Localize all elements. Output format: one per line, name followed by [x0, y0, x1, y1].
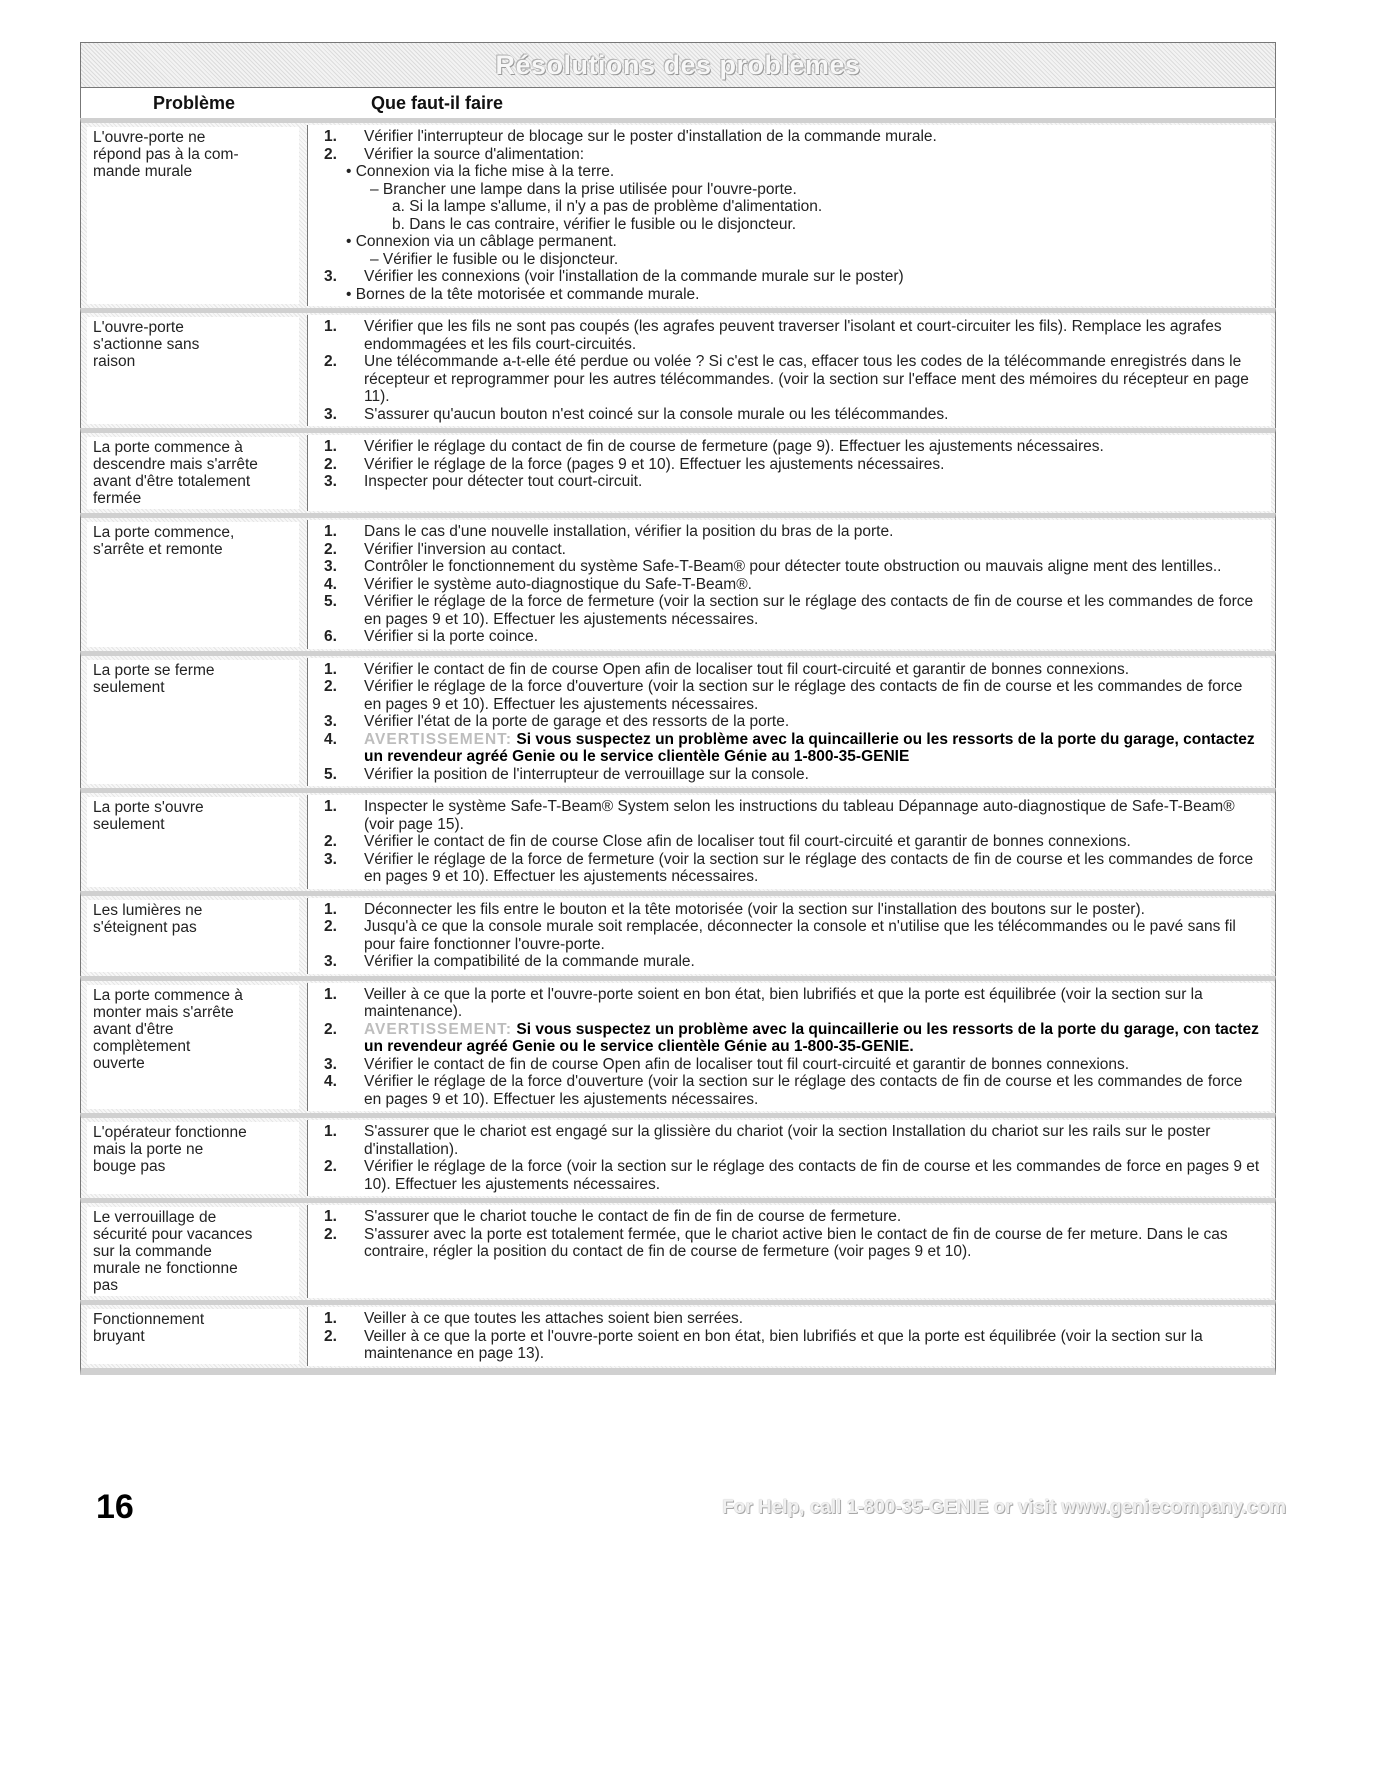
item-text-wrap: [364, 576, 1261, 594]
table-row: [80, 891, 1276, 976]
table-row: [80, 1198, 1276, 1300]
item-number: 2.: [324, 833, 337, 850]
item-number: 2.: [324, 678, 337, 695]
table-row: [80, 513, 1276, 651]
item-text-wrap: [364, 1123, 1261, 1158]
item-text-wrap: [364, 918, 1261, 953]
solution-cell: [307, 658, 1271, 787]
problem-cell: La porte commence, s'arrête et remonte: [87, 522, 299, 647]
table-row: [80, 118, 1276, 308]
item-text-wrap: [364, 851, 1261, 886]
item-text: Déconnecter les fils entre le bouton et la tête motorisée (voir la section sur l'installation des boutons sur le poster).: [364, 900, 1145, 918]
item-number: 5.: [324, 765, 337, 783]
item-text-wrap: [364, 353, 1261, 406]
item-text: Inspecter pour détecter tout court-circuit.: [364, 473, 643, 490]
item-number: 1.: [324, 900, 337, 918]
item-number: 2.: [324, 353, 337, 370]
item-number: 2.: [324, 1020, 337, 1038]
item-text: Dans le cas d'une nouvelle installation, vérifier la position du bras de la porte.: [364, 523, 894, 540]
item-number: 4.: [324, 1073, 337, 1090]
item-text-wrap: [364, 1056, 1261, 1074]
item-text: Jusqu'à ce que la console murale soit remplacée, déconnecter la console et n'utilise que les télécommandes ou le pavé sans fil pour faire fonctionner l'ouvre-porte.: [364, 918, 1236, 953]
item-number: 2.: [324, 1225, 337, 1243]
solution-item: [324, 1158, 1261, 1193]
problem-cell: L'ouvre-porte ne répond pas à la com- mande murale: [87, 127, 299, 304]
item-text-wrap: [364, 986, 1261, 1021]
solution-item: [324, 628, 1261, 646]
item-number: 2.: [324, 455, 337, 473]
page-title: Résolutions des problèmes: [495, 49, 861, 80]
solution-subitem: • Bornes de la tête motorisée et commande murale.: [346, 285, 700, 303]
solution-item: [324, 731, 1261, 766]
item-text: Inspecter le système Safe-T-Beam® System selon les instructions du tableau Dépannage auto-diagnostique de Safe-T-Beam® (voir page 15).: [364, 798, 1235, 833]
solution-item: [324, 353, 1261, 406]
item-text-wrap: [364, 473, 1261, 491]
item-number: 1.: [324, 798, 337, 815]
item-number: 1.: [324, 1208, 337, 1225]
solution-cell: [307, 435, 1271, 511]
solution-subitem: – Vérifier le fusible ou le disjoncteur.: [370, 250, 619, 268]
item-text-wrap: [364, 731, 1261, 766]
solution-item: [324, 953, 1261, 971]
item-number: 3.: [324, 268, 337, 285]
item-number: 3.: [324, 713, 337, 730]
item-text: Une télécommande a-t-elle été perdue ou volée ? Si c'est le cas, effacer tous les codes de la télécommande enregistrés dans le récepteur et reprogrammer pour les autres télécommandes. (voir la section sur l'efface ment des mémoires du récepteur en page 11).: [364, 353, 1249, 405]
page-footer: [96, 1488, 1286, 1527]
problem-cell: L'opérateur fonctionne mais la porte ne bouge pas: [87, 1122, 299, 1194]
solution-item: [324, 678, 1261, 713]
solution-item: [324, 1208, 1261, 1226]
item-text-wrap: [364, 1158, 1261, 1193]
table-row: [80, 1113, 1276, 1198]
item-number: 6.: [324, 628, 337, 645]
solution-subitem: a. Si la lampe s'allume, il n'y a pas de problème d'alimentation.: [392, 198, 823, 215]
item-text: S'assurer que le chariot est engagé sur la glissière du chariot (voir la section Installation du chariot sur les rails sur le poster d'installation).: [364, 1123, 1211, 1158]
item-number: 1.: [324, 660, 337, 678]
item-text-wrap: [364, 318, 1261, 353]
solution-item: [324, 146, 1261, 164]
table-row: [80, 428, 1276, 513]
item-text-wrap: [364, 766, 1261, 784]
item-number: 2.: [324, 540, 337, 558]
item-number: 3.: [324, 473, 337, 490]
item-text-wrap: [364, 593, 1261, 628]
item-number: 5.: [324, 593, 337, 610]
solution-cell: [307, 125, 1271, 306]
problem-cell: La porte s'ouvre seulement: [87, 797, 299, 887]
solution-subitem: b. Dans le cas contraire, vérifier le fusible ou le disjoncteur.: [392, 215, 797, 233]
item-text-wrap: [364, 268, 1261, 286]
item-text-wrap: [364, 438, 1261, 456]
solution-item: [324, 541, 1261, 559]
solution-item: [324, 1073, 1261, 1108]
item-text: Vérifier la position de l'interrupteur de verrouillage sur la console.: [364, 765, 809, 783]
solution-item: [324, 1123, 1261, 1158]
item-text-wrap: [364, 678, 1261, 713]
item-number: 3.: [324, 953, 337, 970]
item-text-wrap: [364, 1328, 1261, 1363]
warning-text: Si vous suspectez un problème avec la quincaillerie ou les ressorts de la porte du garage, contactez un revendeur agréé Genie ou le service clientèle Génie au 1-800-35-GENIE: [364, 730, 1255, 765]
table-row: [80, 651, 1276, 789]
item-text-wrap: [364, 1226, 1261, 1261]
item-number: 1.: [324, 128, 337, 145]
item-number: 3.: [324, 558, 337, 575]
item-text-wrap: [364, 456, 1261, 474]
page-number: 16: [96, 1488, 134, 1526]
problem-cell: L'ouvre-porte s'actionne sans raison: [87, 317, 299, 424]
item-number: 1.: [324, 438, 337, 455]
item-text: Vérifier le réglage de la force de fermeture (voir la section sur le réglage des contacts de fin de course et les commandes de force en pages 9 et 10). Effectuer les ajustements nécessaires.: [364, 850, 1254, 885]
item-text: S'assurer qu'aucun bouton n'est coincé sur la console murale ou les télécommandes.: [364, 405, 949, 423]
item-text: Vérifier le réglage de la force d'ouverture (voir la section sur le réglage des contacts de fin de course et les commandes de force en pages 9 et 10). Effectuer les ajustements nécessaires.: [364, 678, 1243, 713]
solution-item: [324, 318, 1261, 353]
solution-cell: [307, 1120, 1271, 1196]
solution-cell: [307, 520, 1271, 649]
item-text: Vérifier le réglage de la force (pages 9 et 10). Effectuer les ajustements nécessaires.: [364, 455, 945, 473]
item-number: 2.: [324, 1327, 337, 1345]
solution-item: [324, 766, 1261, 784]
solution-item: [324, 986, 1261, 1021]
solution-item: [324, 713, 1261, 731]
table-row: [80, 976, 1276, 1114]
item-number: 1.: [324, 1123, 337, 1140]
item-text-wrap: [364, 146, 1261, 164]
warning-text: Si vous suspectez un problème avec la quincaillerie ou les ressorts de la porte du garage, con tactez un revendeur agréé Genie ou le service clientèle Génie au 1-800-35-GENIE.: [364, 1020, 1259, 1055]
item-text: S'assurer que le chariot touche le contact de fin de fin de course de fermeture.: [364, 1208, 902, 1225]
item-text-wrap: [364, 953, 1261, 971]
item-number: 4.: [324, 730, 337, 748]
item-number: 1.: [324, 985, 337, 1003]
solution-subitem: • Connexion via la fiche mise à la terre.: [346, 163, 615, 180]
item-text-wrap: [364, 406, 1261, 424]
item-text-wrap: [364, 1208, 1261, 1226]
item-text: Vérifier que les fils ne sont pas coupés (les agrafes peuvent traverser l'isolant et court-circuiter les fils). Remplace les agrafes endommagées et les fils court-circuités.: [364, 318, 1222, 353]
item-number: 1.: [324, 1310, 337, 1327]
title-bar: [80, 42, 1276, 88]
item-text: Vérifier le contact de fin de course Open afin de localiser tout fil court-circuité et garantir de bonnes connexions.: [364, 660, 1130, 678]
item-text-wrap: [364, 1310, 1261, 1328]
table-row: [80, 1300, 1276, 1375]
solution-item: [324, 1310, 1261, 1328]
solution-column-header: Que faut-il faire: [371, 92, 504, 113]
item-text-wrap: [364, 558, 1261, 576]
item-text: Vérifier le réglage de la force de fermeture (voir la section sur le réglage des contacts de fin de course et les commandes de force en pages 9 et 10). Effectuer les ajustements nécessaires.: [364, 593, 1254, 628]
item-text: Vérifier le contact de fin de course Close afin de localiser tout fil court-circuité et garantir de bonnes connexions.: [364, 833, 1131, 850]
solution-cell: [307, 983, 1271, 1112]
solution-item: [324, 438, 1261, 456]
solution-item: [324, 576, 1261, 594]
solution-item: [324, 798, 1261, 833]
table-row: [80, 788, 1276, 891]
solution-item: [324, 918, 1261, 953]
solution-item: [324, 128, 1261, 146]
item-number: 2.: [324, 1158, 337, 1175]
solution-cell: [307, 1205, 1271, 1298]
help-text: For Help, call 1-800-35-GENIE or visit www.geniecompany.com: [722, 1496, 1286, 1518]
item-text-wrap: [364, 798, 1261, 833]
solution-cell: [307, 795, 1271, 889]
solution-item: [324, 1056, 1261, 1074]
solution-item: [324, 1021, 1261, 1056]
problem-cell: Les lumières ne s'éteignent pas: [87, 900, 299, 972]
solution-cell: [307, 315, 1271, 426]
item-text: Vérifier l'état de la porte de garage et des ressorts de la porte.: [364, 713, 790, 730]
solution-item: [324, 406, 1261, 424]
warning-label: AVERTISSEMENT:: [364, 1020, 513, 1038]
troubleshooting-page: [80, 42, 1276, 1375]
solution-item: [324, 523, 1261, 541]
item-text-wrap: [364, 1021, 1261, 1056]
item-text: Vérifier le système auto-diagnostique du Safe-T-Beam®.: [364, 575, 752, 593]
problem-cell: Fonctionnement bruyant: [87, 1309, 299, 1364]
item-text: Vérifier l'inversion au contact.: [364, 540, 566, 558]
item-text: Contrôler le fonctionnement du système Safe-T-Beam® pour détecter toute obstruction ou mauvais aligne ment des lentilles..: [364, 558, 1222, 575]
item-text: S'assurer avec la porte est totalement fermée, que le chariot active bien le contact de fin de course de fer meture. Dans le cas contraire, régler la position du contact de fin de course de fermeture (voir pages 9 et 10).: [364, 1225, 1228, 1260]
item-text: Veiller à ce que la porte et l'ouvre-porte soient en bon état, bien lubrifiés et que la porte est équilibrée (voir la section sur la maintenance).: [364, 985, 1203, 1020]
solution-item: [324, 901, 1261, 919]
solution-item: [324, 593, 1261, 628]
warning-label: AVERTISSEMENT:: [364, 730, 513, 748]
problem-cell: La porte se ferme seulement: [87, 660, 299, 785]
item-text-wrap: [364, 541, 1261, 559]
item-number: 3.: [324, 850, 337, 868]
item-text: Vérifier le réglage de la force (voir la section sur le réglage des contacts de fin de course et les commandes de force en pages 9 et 10). Effectuer les ajustements nécessaires.: [364, 1158, 1260, 1193]
item-text: Veiller à ce que la porte et l'ouvre-porte soient en bon état, bien lubrifiés et que la porte est équilibrée (voir la section sur la maintenance en page 13).: [364, 1327, 1203, 1362]
column-headers: [80, 88, 1276, 118]
item-text: Vérifier la compatibilité de la commande murale.: [364, 953, 695, 970]
item-text-wrap: [364, 901, 1261, 919]
item-number: 1.: [324, 318, 337, 335]
solution-subitem: – Brancher une lampe dans la prise utilisée pour l'ouvre-porte.: [370, 180, 797, 198]
item-text-wrap: [364, 1073, 1261, 1108]
item-text: Vérifier si la porte coince.: [364, 628, 539, 645]
item-number: 1.: [324, 523, 337, 540]
solution-item: [324, 833, 1261, 851]
item-text-wrap: [364, 833, 1261, 851]
item-text-wrap: [364, 628, 1261, 646]
solution-item: [324, 1226, 1261, 1261]
item-number: 4.: [324, 575, 337, 593]
table-row: [80, 308, 1276, 428]
solution-item: [324, 456, 1261, 474]
problem-cell: La porte commence à monter mais s'arrête avant d'être complètement ouverte: [87, 985, 299, 1110]
solution-subitem: • Connexion via un câblage permanent.: [346, 233, 617, 250]
problem-cell: Le verrouillage de sécurité pour vacances sur la commande murale ne fonctionne pas: [87, 1207, 299, 1296]
solution-item: [324, 558, 1261, 576]
item-text: Vérifier le contact de fin de course Open afin de localiser tout fil court-circuité et garantir de bonnes connexions.: [364, 1055, 1130, 1073]
problem-column-header: Problème: [152, 92, 236, 113]
solution-item: [324, 1328, 1261, 1363]
item-text-wrap: [364, 713, 1261, 731]
item-number: 3.: [324, 405, 337, 423]
item-text: Vérifier les connexions (voir l'installation de la commande murale sur le poster): [364, 268, 904, 285]
troubleshooting-table: [80, 118, 1276, 1375]
item-text: Veiller à ce que toutes les attaches soient bien serrées.: [364, 1310, 744, 1327]
solution-item: [324, 851, 1261, 886]
solution-item: [324, 661, 1261, 679]
item-text: Vérifier le réglage de la force d'ouverture (voir la section sur le réglage des contacts de fin de course et les commandes de force en pages 9 et 10). Effectuer les ajustements nécessaires.: [364, 1073, 1243, 1108]
item-number: 2.: [324, 145, 337, 163]
item-text: Vérifier le réglage du contact de fin de course de fermeture (page 9). Effectuer les ajustements nécessaires.: [364, 438, 1104, 455]
problem-cell: La porte commence à descendre mais s'arrête avant d'être totalement fermée: [87, 437, 299, 509]
item-text: Vérifier l'interrupteur de blocage sur le poster d'installation de la commande murale.: [364, 128, 937, 145]
item-number: 2.: [324, 918, 337, 935]
item-text: Vérifier la source d'alimentation:: [364, 145, 585, 163]
solution-cell: [307, 1307, 1271, 1366]
item-text-wrap: [364, 523, 1261, 541]
solution-item: [324, 268, 1261, 286]
solution-item: [324, 473, 1261, 491]
item-number: 3.: [324, 1055, 337, 1073]
item-text-wrap: [364, 661, 1261, 679]
item-text-wrap: [364, 128, 1261, 146]
solution-cell: [307, 898, 1271, 974]
